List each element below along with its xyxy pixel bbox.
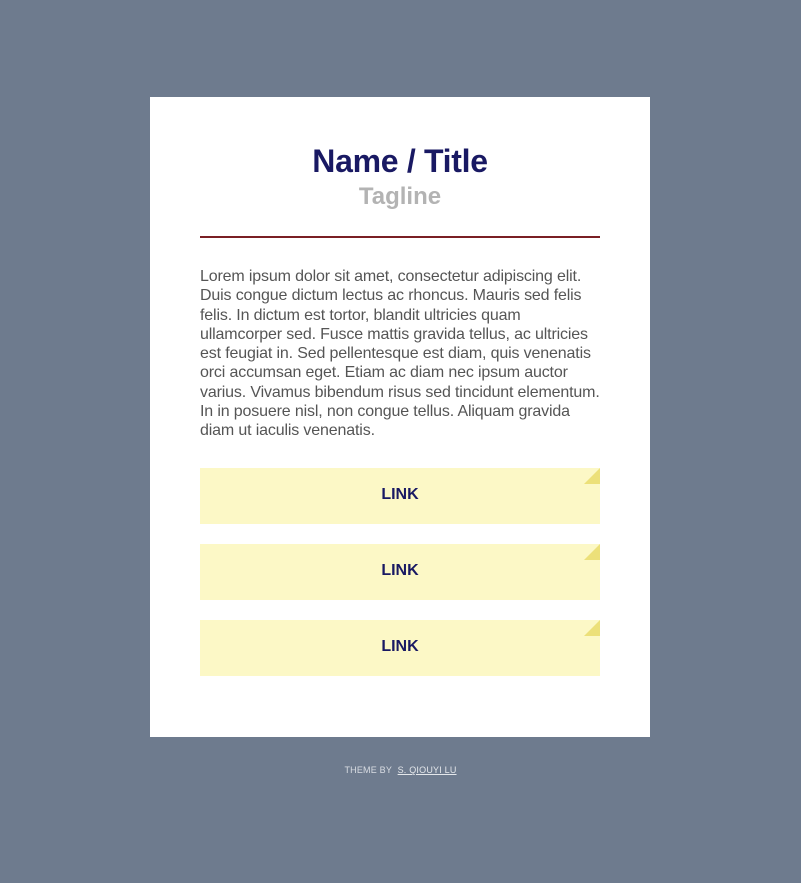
page-title: Name / Title [312,143,488,179]
bio-text: Lorem ipsum dolor sit amet, consectetur adipiscing elit. Duis congue dictum lectus ac rhoncus. Mauris sed felis felis. In dictum est tortor, blandit ultricies quam ullamcorper sed. Fusce mattis gravida tellus, ac ultricies est feugiat in. Sed pellentesque est diam, quis venenatis orci accumsan eget. Etiam ac diam nec ipsum auctor varius. Vivamus bibendum risus sed tincidunt elementum. In in posuere nisl, non congue tellus. Aliquam gravida diam ut iaculis venenatis. [200,268,600,440]
tagline: Tagline [358,183,442,210]
folded-corner-icon [584,620,600,636]
footer-prefix: THEME BY [344,765,392,775]
link-list [200,468,600,676]
theme-author-link[interactable]: S. QIOUYI LU [397,765,457,775]
folded-corner-icon [584,468,600,484]
link-label: LINK [381,485,419,503]
link-button-2[interactable] [200,544,600,600]
link-label: LINK [381,637,419,655]
divider [200,236,600,238]
profile-card [150,97,650,737]
link-button-1[interactable] [200,468,600,524]
link-button-3[interactable] [200,620,600,676]
folded-corner-icon [584,544,600,560]
footer [0,765,801,775]
link-label: LINK [381,561,419,579]
